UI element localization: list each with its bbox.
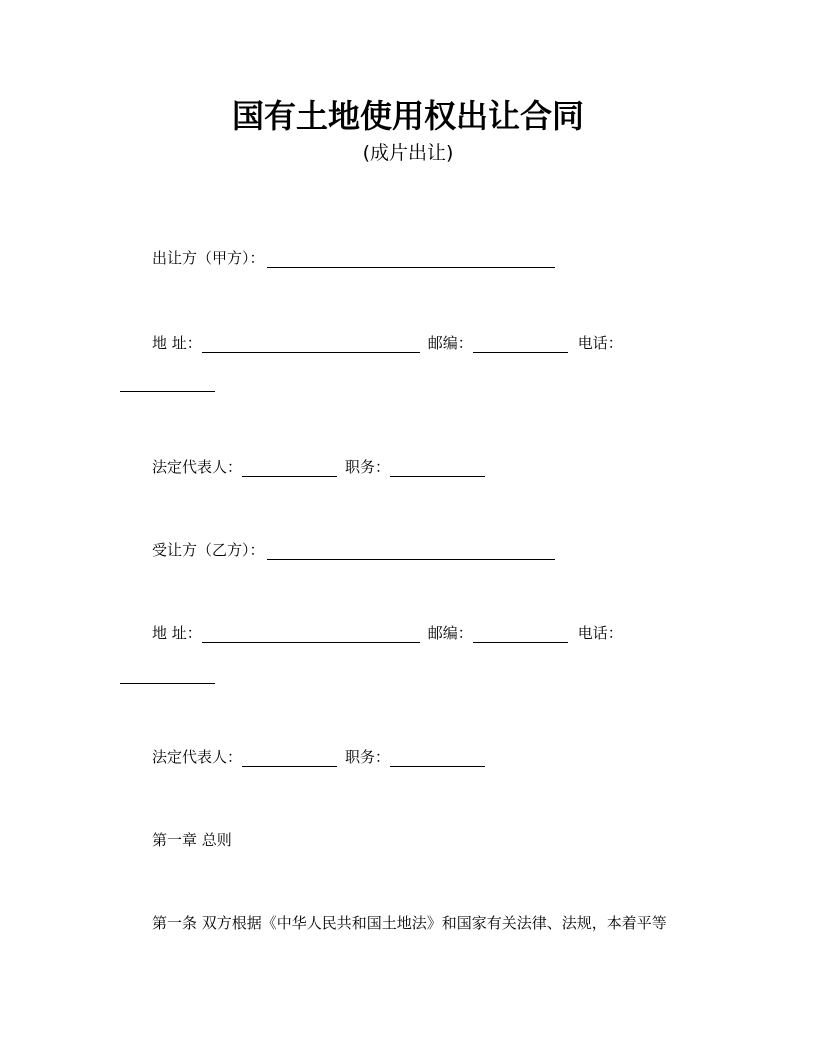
party-b-address-line — [152, 623, 623, 643]
party-b-postcode-label: 邮编： — [427, 624, 473, 642]
document-title: 国有土地使用权出让合同 — [231, 97, 584, 135]
party-a-position-field[interactable] — [390, 459, 485, 477]
article-1-text: 第一条 双方根据《中华人民共和国土地法》和国家有关法律、法规，本着平等 — [152, 914, 667, 932]
party-a-phone-field[interactable] — [120, 374, 215, 392]
document-subtitle: (成片出让) — [362, 142, 454, 164]
party-b-address-field[interactable] — [202, 625, 420, 643]
party-b-name-field[interactable] — [267, 542, 555, 560]
party-b-postcode-field[interactable] — [473, 625, 568, 643]
party-a-line — [152, 248, 555, 268]
party-a-postcode-field[interactable] — [473, 335, 568, 353]
party-a-address-field[interactable] — [202, 335, 420, 353]
party-b-phone-line — [120, 664, 215, 684]
party-b-rep-line — [152, 747, 485, 767]
party-b-phone-field[interactable] — [120, 666, 215, 684]
party-b-line — [152, 540, 555, 560]
party-b-position-label: 职务： — [345, 748, 391, 766]
party-a-rep-line — [152, 457, 485, 477]
party-a-address-label: 地 址： — [152, 334, 202, 352]
chapter-heading: 第一章 总则 — [152, 831, 232, 849]
party-a-name-field[interactable] — [267, 250, 555, 268]
party-a-label: 出让方（甲方）： — [152, 249, 265, 267]
party-b-address-label: 地 址： — [152, 624, 202, 642]
party-b-legal-rep-field[interactable] — [242, 749, 337, 767]
party-a-legal-rep-label: 法定代表人： — [152, 458, 243, 476]
party-b-label: 受让方（乙方）： — [152, 541, 265, 559]
party-b-phone-label: 电话： — [577, 624, 623, 642]
party-a-phone-line — [120, 372, 215, 392]
party-b-legal-rep-label: 法定代表人： — [152, 748, 243, 766]
party-b-position-field[interactable] — [390, 749, 485, 767]
party-a-position-label: 职务： — [345, 458, 391, 476]
party-a-postcode-label: 邮编： — [427, 334, 473, 352]
party-a-legal-rep-field[interactable] — [242, 459, 337, 477]
party-a-address-line — [152, 333, 623, 353]
party-a-phone-label: 电话： — [577, 334, 623, 352]
